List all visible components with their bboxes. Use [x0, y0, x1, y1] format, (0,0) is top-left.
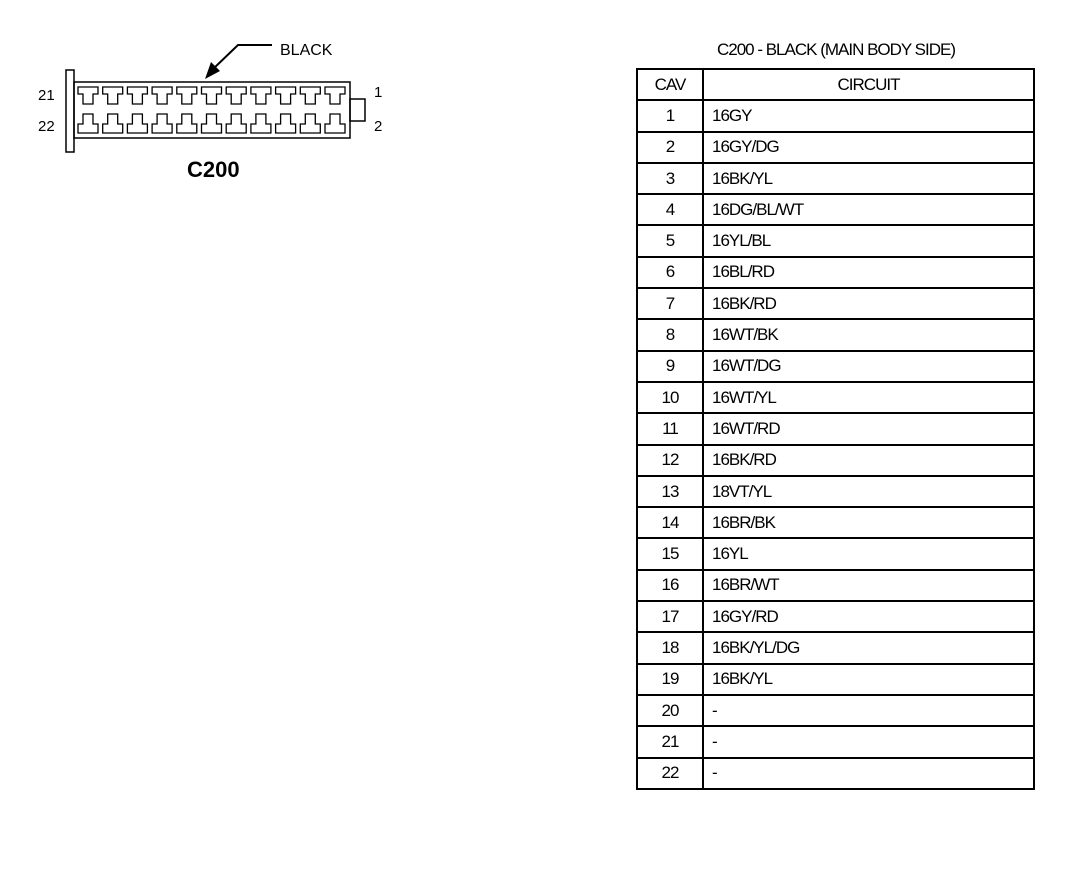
cavity-bottom	[251, 114, 271, 133]
cavity-grid	[78, 87, 345, 133]
table-row	[637, 726, 1034, 757]
table-row	[637, 758, 1034, 789]
cavity-top	[127, 87, 147, 104]
cavity-top	[103, 87, 123, 104]
table-row	[637, 382, 1034, 413]
pin-label-2: 2	[374, 118, 383, 135]
cav-cell: 5	[637, 225, 703, 256]
pin-label-1: 1	[374, 84, 383, 101]
callout-arrow	[205, 45, 272, 79]
circuit-cell: 16BK/YL/DG	[703, 632, 1034, 663]
cav-cell: 3	[637, 163, 703, 194]
cavity-bottom	[300, 114, 320, 133]
circuit-cell: -	[703, 726, 1034, 757]
circuit-cell: 16GY/DG	[703, 132, 1034, 163]
circuit-cell: -	[703, 758, 1034, 789]
cavity-bottom	[177, 114, 197, 133]
circuit-cell: 16YL	[703, 538, 1034, 569]
cavity-bottom	[127, 114, 147, 133]
cav-cell: 13	[637, 476, 703, 507]
cavity-bottom	[202, 114, 222, 133]
table-header-row	[637, 69, 1034, 100]
circuit-cell: -	[703, 695, 1034, 726]
cav-cell: 11	[637, 413, 703, 444]
cavity-top	[78, 87, 98, 104]
table-row	[637, 538, 1034, 569]
table-row	[637, 163, 1034, 194]
circuit-cell: 16GY	[703, 100, 1034, 131]
table-title: C200 - BLACK (MAIN BODY SIDE)	[716, 40, 956, 59]
circuit-cell: 16GY/RD	[703, 601, 1034, 632]
cav-cell: 19	[637, 664, 703, 695]
cavity-top	[152, 87, 172, 104]
circuit-cell: 18VT/YL	[703, 476, 1034, 507]
cav-cell: 16	[637, 570, 703, 601]
cavity-bottom	[325, 114, 345, 133]
table-row	[637, 194, 1034, 225]
cavity-top	[251, 87, 271, 104]
cav-cell: 18	[637, 632, 703, 663]
cav-cell: 20	[637, 695, 703, 726]
table-row	[637, 664, 1034, 695]
circuit-cell: 16BK/RD	[703, 445, 1034, 476]
table-row	[637, 413, 1034, 444]
circuit-cell: 16BL/RD	[703, 257, 1034, 288]
cavity-circuit-table	[636, 68, 1035, 790]
cavity-bottom	[152, 114, 172, 133]
connector-diagram	[0, 0, 420, 200]
cavity-top	[226, 87, 246, 104]
cavity-bottom	[226, 114, 246, 133]
cav-cell: 6	[637, 257, 703, 288]
cav-cell: 8	[637, 319, 703, 350]
cav-cell: 2	[637, 132, 703, 163]
cav-cell: 17	[637, 601, 703, 632]
table-row	[637, 601, 1034, 632]
cavity-top	[325, 87, 345, 104]
table-row	[637, 351, 1034, 382]
circuit-cell: 16WT/RD	[703, 413, 1034, 444]
cavity-top	[300, 87, 320, 104]
table-row	[637, 507, 1034, 538]
circuit-cell: 16BK/YL	[703, 163, 1034, 194]
cavity-bottom	[103, 114, 123, 133]
cavity-bottom	[276, 114, 296, 133]
cavity-top	[276, 87, 296, 104]
cavity-bottom	[78, 114, 98, 133]
cavity-top	[202, 87, 222, 104]
cavity-top	[177, 87, 197, 104]
pin-label-21: 21	[38, 87, 55, 104]
cav-cell: 15	[637, 538, 703, 569]
connector-housing	[66, 70, 365, 152]
table-row	[637, 225, 1034, 256]
circuit-cell: 16DG/BL/WT	[703, 194, 1034, 225]
circuit-cell: 16WT/YL	[703, 382, 1034, 413]
table-row	[637, 695, 1034, 726]
cav-cell: 4	[637, 194, 703, 225]
cav-cell: 12	[637, 445, 703, 476]
cav-cell: 9	[637, 351, 703, 382]
cav-cell: 10	[637, 382, 703, 413]
cav-cell: 22	[637, 758, 703, 789]
table-row	[637, 570, 1034, 601]
table-row	[637, 257, 1034, 288]
color-callout-label: BLACK	[280, 42, 333, 59]
header-cav: CAV	[637, 69, 703, 100]
connector-name: C200	[187, 157, 240, 182]
circuit-cell: 16YL/BL	[703, 225, 1034, 256]
table-row	[637, 445, 1034, 476]
cav-cell: 1	[637, 100, 703, 131]
table-row	[637, 132, 1034, 163]
cav-cell: 21	[637, 726, 703, 757]
table-row	[637, 476, 1034, 507]
pin-label-22: 22	[38, 118, 55, 135]
cav-cell: 7	[637, 288, 703, 319]
table-row	[637, 288, 1034, 319]
header-circuit: CIRCUIT	[703, 69, 1034, 100]
table-row	[637, 632, 1034, 663]
circuit-cell: 16BR/BK	[703, 507, 1034, 538]
cav-cell: 14	[637, 507, 703, 538]
circuit-cell: 16WT/BK	[703, 319, 1034, 350]
circuit-cell: 16BK/RD	[703, 288, 1034, 319]
circuit-cell: 16BR/WT	[703, 570, 1034, 601]
circuit-cell: 16WT/DG	[703, 351, 1034, 382]
table-row	[637, 100, 1034, 131]
circuit-cell: 16BK/YL	[703, 664, 1034, 695]
table-row	[637, 319, 1034, 350]
